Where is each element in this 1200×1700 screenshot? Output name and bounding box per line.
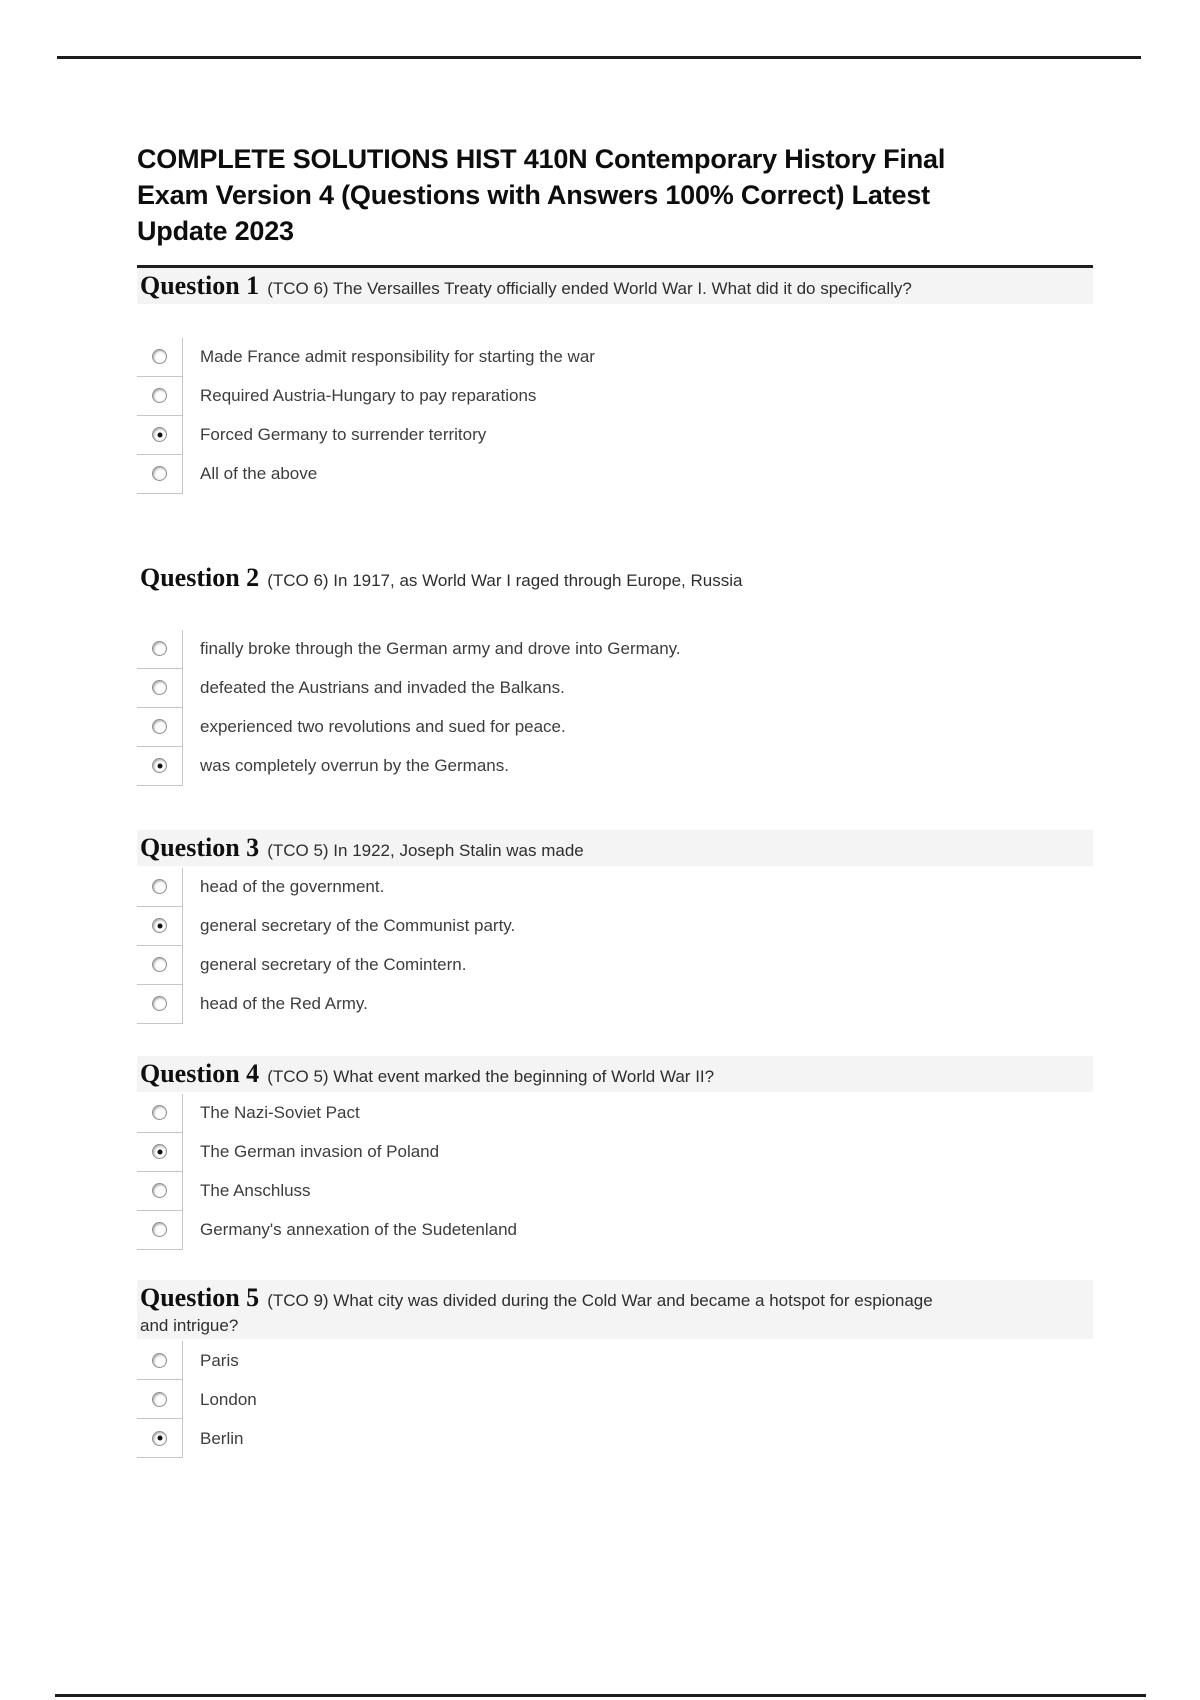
answer-option[interactable]	[137, 708, 1093, 747]
question-label: Question 5	[140, 1282, 260, 1312]
answer-option[interactable]	[137, 338, 1093, 377]
radio-cell	[137, 1133, 183, 1172]
exam-document	[137, 141, 1093, 1458]
radio-dot	[157, 1149, 162, 1154]
option-label: Germany's annexation of the Sudetenland	[200, 1220, 518, 1240]
radio-cell	[137, 1380, 183, 1419]
radio-cell	[137, 868, 183, 907]
radio-cell	[137, 338, 183, 377]
answer-option[interactable]	[137, 1172, 1093, 1211]
question-block	[137, 830, 1093, 1024]
question-prompt: (TCO 6) In 1917, as World War I raged through Europe, Russia	[267, 570, 743, 590]
question-header	[137, 560, 1093, 596]
radio-button[interactable]	[152, 719, 167, 734]
option-label: head of the Red Army.	[200, 994, 368, 1014]
radio-dot	[157, 923, 162, 928]
radio-cell	[137, 985, 183, 1024]
radio-button[interactable]	[152, 388, 167, 403]
radio-button[interactable]	[152, 996, 167, 1011]
radio-cell	[137, 747, 183, 786]
option-label: was completely overrun by the Germans.	[200, 756, 509, 776]
option-label: head of the government.	[200, 877, 385, 897]
option-label: London	[200, 1389, 257, 1409]
answer-option[interactable]	[137, 1211, 1093, 1250]
radio-button[interactable]	[152, 427, 167, 442]
question-label: Question 3	[140, 832, 260, 862]
radio-button[interactable]	[152, 641, 167, 656]
radio-button[interactable]	[152, 1105, 167, 1120]
answer-option[interactable]	[137, 1419, 1093, 1458]
radio-cell	[137, 708, 183, 747]
option-label: finally broke through the German army and drove into Germany.	[200, 639, 681, 659]
radio-dot	[157, 432, 162, 437]
question-list	[137, 268, 1093, 1458]
question-label: Question 1	[140, 271, 260, 300]
option-label: experienced two revolutions and sued for peace.	[200, 717, 566, 737]
answer-option[interactable]	[137, 747, 1093, 786]
radio-button[interactable]	[152, 1392, 167, 1407]
radio-cell	[137, 1341, 183, 1380]
radio-button[interactable]	[152, 1144, 167, 1159]
radio-button[interactable]	[152, 1183, 167, 1198]
question-label: Question 2	[140, 562, 260, 592]
radio-dot	[157, 1436, 162, 1441]
radio-cell	[137, 1094, 183, 1133]
answer-option[interactable]	[137, 455, 1093, 494]
radio-cell	[137, 377, 183, 416]
answer-option[interactable]	[137, 1094, 1093, 1133]
option-list	[137, 630, 1093, 786]
answer-option[interactable]	[137, 416, 1093, 455]
answer-option[interactable]	[137, 669, 1093, 708]
option-list	[137, 1341, 1093, 1458]
question-prompt: (TCO 9) What city was divided during the Cold War and became a hotspot for espionage	[267, 1290, 933, 1310]
question-prompt: (TCO 5) In 1922, Joseph Stalin was made	[267, 840, 584, 860]
top-rule	[57, 56, 1141, 59]
option-label: The Nazi-Soviet Pact	[200, 1103, 360, 1123]
option-list	[137, 1094, 1093, 1250]
question-label: Question 4	[140, 1058, 260, 1088]
option-label: Required Austria-Hungary to pay reparations	[200, 386, 537, 406]
answer-option[interactable]	[137, 868, 1093, 907]
radio-button[interactable]	[152, 466, 167, 481]
radio-cell	[137, 946, 183, 985]
page-title: COMPLETE SOLUTIONS HIST 410N Contemporary History Final Exam Version 4 (Questions with Answers 100% Correct) Latest Update 2023	[137, 144, 946, 246]
question-prompt-line2: and intrigue?	[140, 1316, 239, 1336]
option-list	[137, 338, 1093, 494]
option-label: defeated the Austrians and invaded the Balkans.	[200, 678, 565, 698]
answer-option[interactable]	[137, 1380, 1093, 1419]
answer-option[interactable]	[137, 377, 1093, 416]
answer-option[interactable]	[137, 907, 1093, 946]
option-label: Forced Germany to surrender territory	[200, 425, 487, 445]
radio-button[interactable]	[152, 349, 167, 364]
option-label: All of the above	[200, 464, 318, 484]
radio-button[interactable]	[152, 680, 167, 695]
answer-option[interactable]	[137, 946, 1093, 985]
radio-cell	[137, 907, 183, 946]
option-label: The Anschluss	[200, 1181, 311, 1201]
question-header	[137, 830, 1093, 866]
radio-button[interactable]	[152, 918, 167, 933]
option-label: general secretary of the Comintern.	[200, 955, 467, 975]
radio-button[interactable]	[152, 1222, 167, 1237]
option-label: Made France admit responsibility for starting the war	[200, 347, 595, 367]
radio-button[interactable]	[152, 879, 167, 894]
answer-option[interactable]	[137, 1341, 1093, 1380]
answer-option[interactable]	[137, 630, 1093, 669]
radio-button[interactable]	[152, 1353, 167, 1368]
radio-cell	[137, 1211, 183, 1250]
radio-dot	[157, 763, 162, 768]
radio-cell	[137, 416, 183, 455]
option-label: general secretary of the Communist party.	[200, 916, 516, 936]
bottom-rule	[55, 1694, 1146, 1697]
question-prompt: (TCO 6) The Versailles Treaty officially ended World War I. What did it do specifically?	[267, 279, 912, 298]
option-list	[137, 868, 1093, 1024]
radio-cell	[137, 669, 183, 708]
answer-option[interactable]	[137, 1133, 1093, 1172]
option-label: The German invasion of Poland	[200, 1142, 440, 1162]
question-block	[137, 1280, 1093, 1458]
answer-option[interactable]	[137, 985, 1093, 1024]
question-header	[137, 1280, 1093, 1339]
radio-cell	[137, 1419, 183, 1458]
question-block	[137, 560, 1093, 786]
radio-cell	[137, 1172, 183, 1211]
radio-cell	[137, 630, 183, 669]
radio-button[interactable]	[152, 957, 167, 972]
option-label: Paris	[200, 1350, 239, 1370]
question-block	[137, 268, 1093, 494]
radio-button[interactable]	[152, 758, 167, 773]
option-label: Berlin	[200, 1428, 244, 1448]
radio-cell	[137, 455, 183, 494]
question-prompt: (TCO 5) What event marked the beginning of World War II?	[267, 1066, 715, 1086]
question-header	[137, 1056, 1093, 1092]
question-block	[137, 1056, 1093, 1250]
radio-button[interactable]	[152, 1431, 167, 1446]
question-header	[137, 268, 1093, 304]
